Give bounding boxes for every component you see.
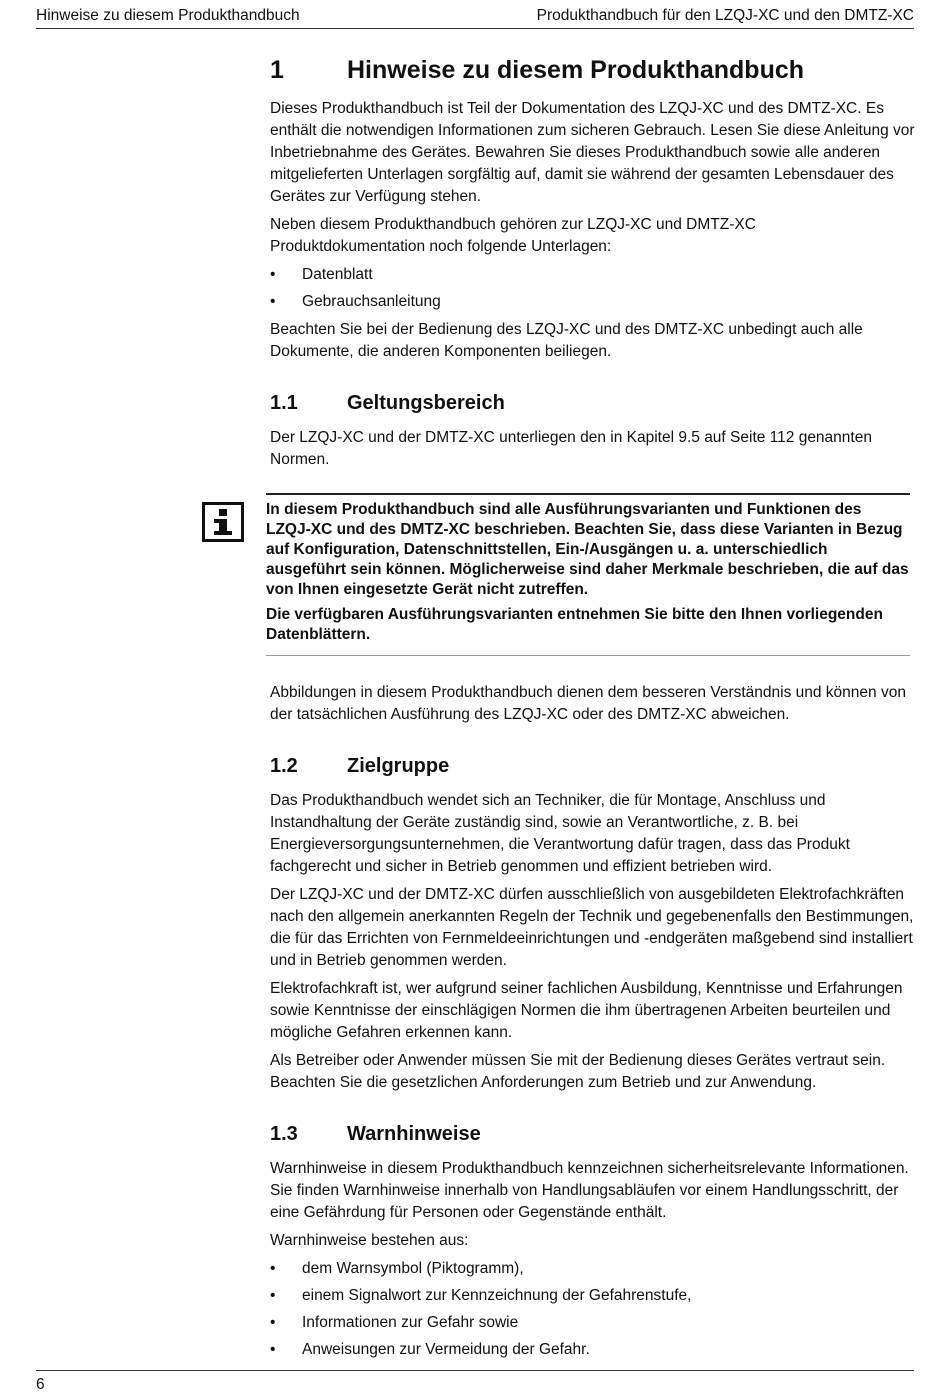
- list-item: • Datenblatt: [270, 264, 915, 286]
- paragraph: Elektrofachkraft ist, wer aufgrund seiner fachlichen Ausbildung, Kenntnisse und Erfahrungen sowie Kenntnisse der einschlägigen Normen die ihm übertragenen Arbeiten beurteilen und mögliche Gefahren erkennen kann.: [270, 980, 903, 1041]
- warning-parts-list: [270, 1258, 915, 1361]
- main-content: [270, 52, 915, 477]
- section-number: 1.1: [270, 392, 298, 414]
- chapter-title: Hinweise zu diesem Produkthandbuch: [347, 56, 805, 84]
- paragraph: Warnhinweise in diesem Produkthandbuch kennzeichnen sicherheitsrelevante Informationen. Sie finden Warnhinweise innerhalb von Handlungsabläufen vor einem Handlungsschritt, der eine Gefährdung für Personen oder Gegenstände enthält.: [270, 1160, 909, 1221]
- list-item: • einem Signalwort zur Kennzeichnung der Gefahrenstufe,: [270, 1285, 915, 1307]
- section-title: Warnhinweise: [347, 1123, 481, 1145]
- main-content-continued: [270, 682, 915, 1367]
- chapter-number: 1: [270, 56, 284, 84]
- paragraph: Der LZQJ-XC und der DMTZ-XC unterliegen den in Kapitel 9.5 auf Seite 112 genannten Normen.: [270, 429, 872, 468]
- list-item: • dem Warnsymbol (Piktogramm),: [270, 1258, 915, 1280]
- header-right: Produkthandbuch für den LZQJ-XC und den DMTZ-XC: [536, 7, 914, 24]
- section-heading-1-1: [270, 389, 915, 417]
- section-heading-1-3: [270, 1120, 915, 1148]
- page-footer: [36, 1370, 914, 1394]
- section-title: Geltungsbereich: [347, 392, 505, 414]
- list-item: • Informationen zur Gefahr sowie: [270, 1312, 915, 1334]
- list-item: • Gebrauchsanleitung: [270, 291, 915, 313]
- paragraph: Warnhinweise bestehen aus:: [270, 1232, 469, 1249]
- paragraph: Abbildungen in diesem Produkthandbuch dienen dem besseren Verständnis und können von der tatsächlichen Ausführung des LZQJ-XC oder des DMTZ-XC abweichen.: [270, 684, 906, 723]
- info-icon: [202, 502, 244, 542]
- note-text: In diesem Produkthandbuch sind alle Ausführungsvarianten und Funktionen des LZQJ-XC und des DMTZ-XC beschrieben. Beachten Sie, dass diese Varianten in Bezug auf Konfiguration, Datenschnittstellen, Ein-/Ausgängen u. a. unterschiedlich ausgeführt sein können. Möglicherweise sind daher Merkmale beschrieben, die auf das von Ihnen eingesetzte Gerät nicht zutreffen.: [266, 501, 909, 598]
- note-text: Die verfügbaren Ausführungsvarianten entnehmen Sie bitte den Ihnen vorliegenden Datenblättern.: [266, 606, 883, 643]
- section-number: 1.3: [270, 1123, 298, 1145]
- section-heading-1-2: [270, 752, 915, 780]
- header-left: Hinweise zu diesem Produkthandbuch: [36, 7, 300, 24]
- chapter-heading: [270, 52, 915, 88]
- info-note: [266, 493, 910, 656]
- section-title: Zielgruppe: [347, 755, 450, 777]
- paragraph: Beachten Sie bei der Bedienung des LZQJ-XC und des DMTZ-XC unbedingt auch alle Dokumente, die anderen Komponenten beiliegen.: [270, 321, 863, 360]
- paragraph: Dieses Produkthandbuch ist Teil der Dokumentation des LZQJ-XC und des DMTZ-XC. Es enthält die notwendigen Informationen zum sicheren Gebrauch. Lesen Sie diese Anleitung vor Inbetriebnahme des Gerätes. Bewahren Sie dieses Produkthandbuch sowie alle anderen mitgelieferten Unterlagen sorgfältig auf, damit sie während der gesamten Lebensdauer des Gerätes zur Verfügung stehen.: [270, 100, 915, 205]
- list-item: • Anweisungen zur Vermeidung der Gefahr.: [270, 1339, 915, 1361]
- paragraph: Das Produkthandbuch wendet sich an Techniker, die für Montage, Anschluss und Instandhaltung der Geräte zuständig sind, sowie an Verantwortliche, z. B. bei Energieversorgungsunternehmen, die Verantwortung dafür tragen, dass das Produkt fachgerecht und sicher in Betrieb genommen und effizient betrieben wird.: [270, 792, 850, 875]
- section-number: 1.2: [270, 755, 298, 777]
- document-list: [270, 264, 915, 313]
- page-header: [36, 6, 914, 29]
- paragraph: Neben diesem Produkthandbuch gehören zur LZQJ-XC und DMTZ-XC Produktdokumentation noch folgende Unterlagen:: [270, 216, 756, 255]
- paragraph: Als Betreiber oder Anwender müssen Sie mit der Bedienung dieses Gerätes vertraut sein. Beachten Sie die gesetzlichen Anforderungen zum Betrieb und zur Anwendung.: [270, 1052, 886, 1091]
- page-number: 6: [36, 1376, 45, 1393]
- paragraph: Der LZQJ-XC und der DMTZ-XC dürfen ausschließlich von ausgebildeten Elektrofachkräften nach den allgemein anerkannten Regeln der Technik und gegebenenfalls den Bestimmungen, die für das Errichten von Fernmeldeeinrichtungen und -endgeräten maßgebend sind installiert und in Betrieb genommen werden.: [270, 886, 914, 969]
